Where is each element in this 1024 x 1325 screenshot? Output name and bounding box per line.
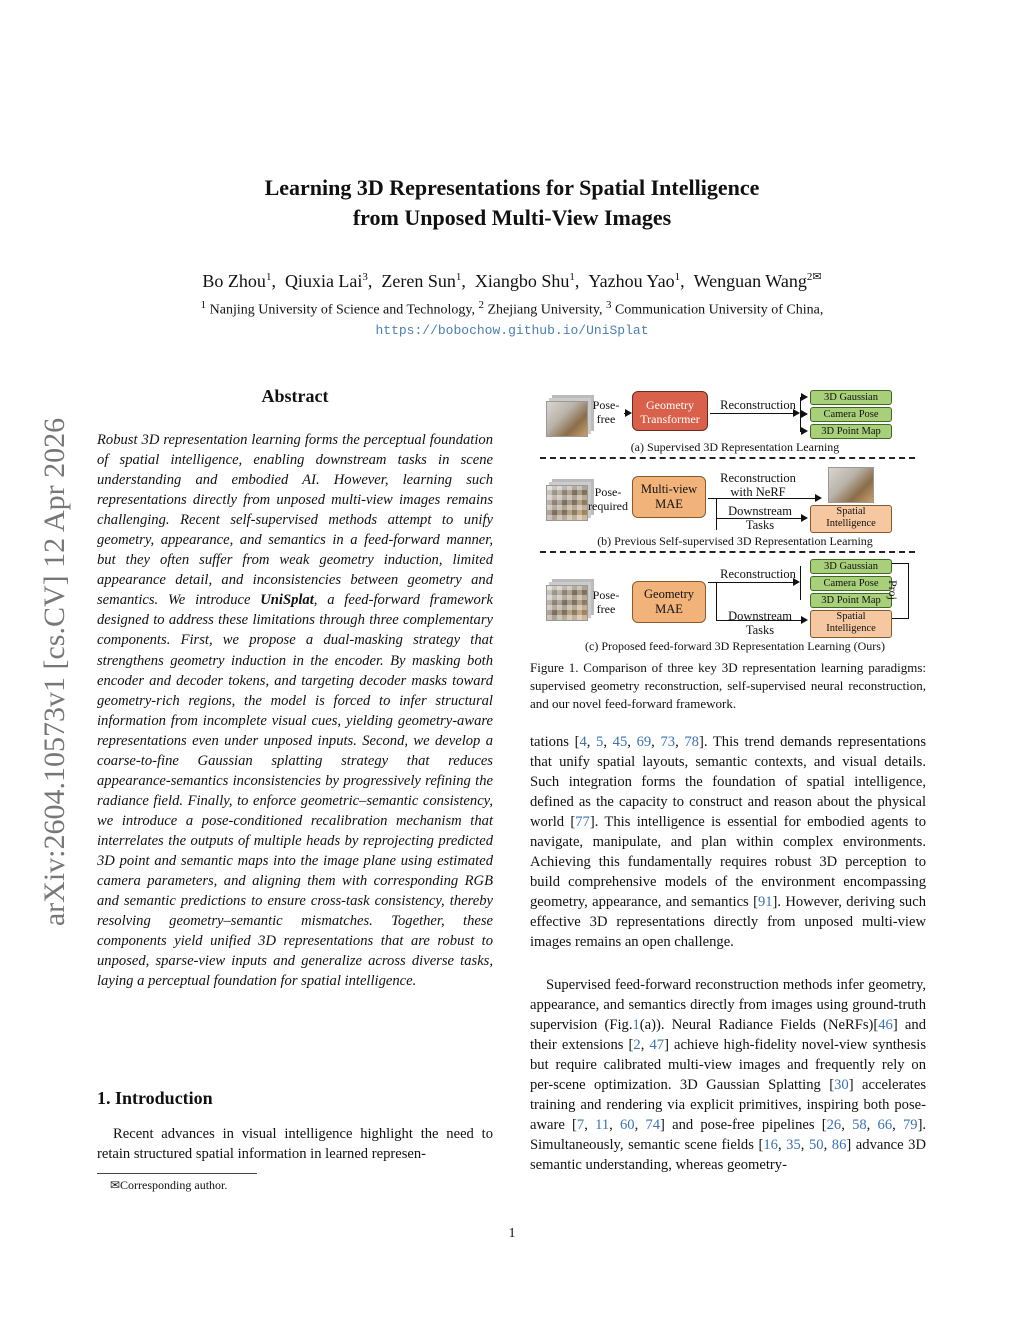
subcaption-c: (c) Proposed feed-forward 3D Representation Learning (Ours)	[585, 639, 885, 653]
spatial-intelligence-c: Spatial Intelligence	[810, 610, 892, 638]
arrow-c-recon	[708, 582, 798, 583]
subcaption-a: (a) Supervised 3D Representation Learning	[630, 440, 840, 454]
geometry-mae-box: Geometry MAE	[632, 581, 706, 623]
affiliation: Nanjing University of Science and Technology,	[206, 302, 479, 318]
citation-link[interactable]: 78	[684, 734, 699, 750]
author: Wenguan Wang$^{2✉}$	[693, 271, 822, 291]
affiliation: Communication University of China,	[611, 302, 824, 318]
branch-c	[716, 582, 717, 620]
output-3d-gaussian-a: 3D Gaussian	[810, 390, 892, 405]
output-point-map-c: 3D Point Map	[810, 593, 892, 608]
citation-link[interactable]: 16	[763, 1137, 778, 1154]
citation-link[interactable]: 45	[612, 734, 628, 750]
figure-1	[540, 385, 930, 657]
arrow-a-3	[800, 431, 806, 432]
geometry-transformer-box: Geometry Transformer	[632, 391, 708, 431]
author: Qiuxia Lai$^3$	[284, 271, 368, 291]
citation-link[interactable]: 79	[902, 1117, 918, 1134]
output-point-map-a: 3D Point Map	[810, 424, 892, 439]
abstract-text-pre: Robust 3D representation learning forms the perceptual foundation of spatial intelligence, enabling downstream tasks in scene understanding and embodied AI. However, learning such representations directly from unposed multi-view images remains challenging. Recent self-supervised methods attempt to unify geometry, appearance, and semantics in a feed-forward manner, but they often suffer from weak geometry induction, limited appearance detail, and inconsistencies between geometry and semantics. We introduce	[97, 432, 493, 609]
spatial-intelligence-b: Spatial Intelligence	[810, 505, 892, 533]
arrow-a-out	[710, 413, 798, 414]
divider-ab	[540, 457, 915, 459]
divider-bc	[540, 551, 915, 553]
affiliation: Zhejiang University,	[483, 302, 606, 318]
citation-link[interactable]: 58	[852, 1117, 867, 1134]
pose-label-b: Pose- required	[588, 485, 628, 513]
citation-link[interactable]: 46	[878, 1017, 893, 1034]
nerf-recon-label: Reconstruction with NeRF	[720, 471, 796, 499]
author-affiliation-mark: 1	[265, 271, 272, 283]
multiview-mae-box: Multi-view MAE	[632, 476, 706, 518]
citation-link[interactable]: 60	[619, 1117, 635, 1134]
citation-link[interactable]: 74	[645, 1117, 661, 1134]
arxiv-sidebar-stamp: arXiv:2604.10573v1 [cs.CV] 12 Apr 2026	[38, 417, 71, 927]
abstract-heading: Abstract	[261, 386, 329, 406]
subcaption-b: (b) Previous Self-supervised 3D Representation Learning	[597, 534, 873, 548]
citation-link[interactable]: 66	[877, 1117, 893, 1134]
output-camera-pose-c: Camera Pose	[810, 576, 892, 591]
arrow-c-down	[716, 620, 806, 621]
citation-link[interactable]: 26	[826, 1117, 842, 1134]
input-images-c	[546, 585, 588, 621]
author: Zeren Sun$^1$	[381, 271, 462, 291]
citation-link[interactable]: 77	[575, 814, 590, 831]
figure-1-caption: Figure 1. Comparison of three key 3D representation learning paradigms: supervised geometry reconstruction, self-supervised neural reconstruction, and our novel feed-forward framework.	[530, 660, 926, 711]
author-affiliation-mark: 1	[455, 271, 462, 283]
citation-link[interactable]: 4	[579, 734, 587, 750]
citation-link[interactable]: 69	[636, 734, 652, 750]
arrow-b-down	[716, 518, 806, 519]
citation-link[interactable]: 91	[757, 894, 773, 911]
citation-link[interactable]: 35	[786, 1137, 801, 1154]
author-affiliation-mark: 1	[674, 271, 681, 283]
arrow-a-in	[624, 413, 630, 414]
paper-title-line-2: from Unposed Multi-View Images	[352, 205, 672, 230]
proj-label: Proj	[886, 580, 900, 601]
branch-c-out	[800, 566, 801, 600]
citation-link[interactable]: 2	[633, 1037, 641, 1054]
pose-label-c: Pose- free	[592, 588, 620, 616]
citation-link[interactable]: 5	[596, 734, 604, 750]
pose-label-a: Pose- free	[592, 398, 620, 426]
citation-link[interactable]: 50	[808, 1137, 824, 1154]
author-affiliation-mark: 1	[569, 271, 575, 283]
author: Xiangbo Shu$^1$	[474, 271, 575, 291]
author: Yazhou Yao$^1$	[588, 271, 681, 291]
intro-heading: 1. Introduction	[97, 1088, 213, 1108]
arrow-b-recon	[708, 498, 820, 499]
downstream-label-b: Downstream Tasks	[728, 504, 792, 532]
abstract-text-post: , a feed-forward framework designed to address these limitations through three complementary components. First, we propose a dual-masking strategy that strengthens geometry induction in the encoder. By masking both encoder and decoder tokens, and targeting decoder masks toward geometry-rich regions, the model is forced to infer structural information from incomplete visual cues, yielding geometry-aware representations even under unposed inputs. Second, we develop a coarse-to-fine Gaussian splatting strategy that reduces appearance-semantics inconsistencies by progressively refining the radiance field. Finally, to enforce geometric–semantic consistency, we introduce a pose-conditioned recalibration mechanism that interrelates the outputs of multiple heads by reprojecting predicted 3D point and semantic maps into the image plane using estimated camera parameters, and aligning them with corresponding RGB and semantic predictions to ensure cross-task consistency, thereby resolving geometry–semantic mismatches. Together, these components yield unified 3D representations that are robust to unposed, sparse-view inputs and generalize across diverse tasks, laying a perceptual foundation for spatial intelligence.	[97, 592, 493, 990]
input-images-b	[546, 485, 588, 521]
right-paragraph-1: tations [4, 5, 45, 69, 73, 78]. This trend demands representations that unify spatial layouts, semantic contexts, and visual details. Such integration forms the foundation of spatial intelligence, defined as the capacity to construct and reason about the physical world [77]. This intelligence is essential for embodied agents to navigate, manipulate, and plan within complex environments. Achieving this fundamentally requires robust 3D perception to build comprehensive models of the environment encompassing geometry, appearance, and semantics [91]. However, deriving such effective 3D representations directly from unposed multi-view images remains an open challenge.	[530, 734, 927, 951]
citation-link[interactable]: 47	[649, 1037, 665, 1054]
footnote-rule	[97, 1173, 257, 1174]
abstract-body	[97, 430, 493, 991]
affiliations	[0, 299, 1024, 319]
author-affiliation-mark: 3	[362, 271, 368, 283]
citation-link[interactable]: 7	[576, 1117, 585, 1134]
citation-link[interactable]: 11	[595, 1117, 610, 1134]
affiliation-mark: 3	[605, 299, 612, 311]
affiliation-mark: 2	[478, 299, 484, 311]
reconstruction-label-c: Reconstruction	[720, 567, 796, 581]
citation-link[interactable]: 1	[632, 1017, 640, 1034]
arrow-a-2	[800, 414, 806, 415]
author-list: Bo Zhou$^1$, Qiuxia Lai$^3$, Zeren Sun$^1$, Xiangbo Shu$^1$, Yazhou Yao$^1$, Wenguan Wang$^{2✉}$	[202, 271, 822, 291]
paper-title-line-1: Learning 3D Representations for Spatial Intelligence	[264, 175, 760, 200]
input-images-a	[546, 401, 588, 437]
reconstruction-label-a: Reconstruction	[720, 398, 796, 412]
affiliation-mark: 1	[200, 299, 207, 311]
output-camera-pose-a: Camera Pose	[810, 407, 892, 422]
citation-link[interactable]: 73	[660, 734, 676, 750]
output-3d-gaussian-c: 3D Gaussian	[810, 559, 892, 574]
page-number: 1	[508, 1226, 516, 1241]
branch-b	[716, 498, 717, 530]
rendered-view-b	[828, 467, 874, 503]
downstream-label-c: Downstream Tasks	[728, 609, 792, 637]
method-name: UniSplat	[260, 592, 314, 609]
right-paragraph-2: Supervised feed-forward reconstruction methods infer geometry, appearance, and semantics directly from images using ground-truth supervision (Fig.1(a)). Neural Radiance Fields (NeRFs)[46] and their extensions [2, 47] achieve high-fidelity novel-view synthesis but require calibrated multi-view images and frequently rely on per-scene optimization. 3D Gaussian Splatting [30] accelerates training and rendering via explicit primitives, inspiring both pose-aware [7, 11, 60, 74] and pose-free pipelines [26, 58, 66, 79]. Simultaneously, semantic scene fields [16, 35, 50, 86] advance 3D semantic understanding, whereas geometry-	[530, 977, 927, 1174]
intro-paragraph-left: Recent advances in visual intelligence highlight the need to retain structured spatial information in learned represen-	[97, 1126, 493, 1162]
arrow-a-1	[800, 397, 806, 398]
citation-link[interactable]: 86	[831, 1137, 847, 1154]
project-url[interactable]: https://bobochow.github.io/UniSplat	[375, 323, 649, 338]
author-affiliation-mark: 2✉	[806, 271, 822, 283]
citation-link[interactable]: 30	[834, 1077, 849, 1094]
author: Bo Zhou$^1$	[202, 271, 272, 291]
footnote: ✉Corresponding author.	[110, 1178, 228, 1192]
